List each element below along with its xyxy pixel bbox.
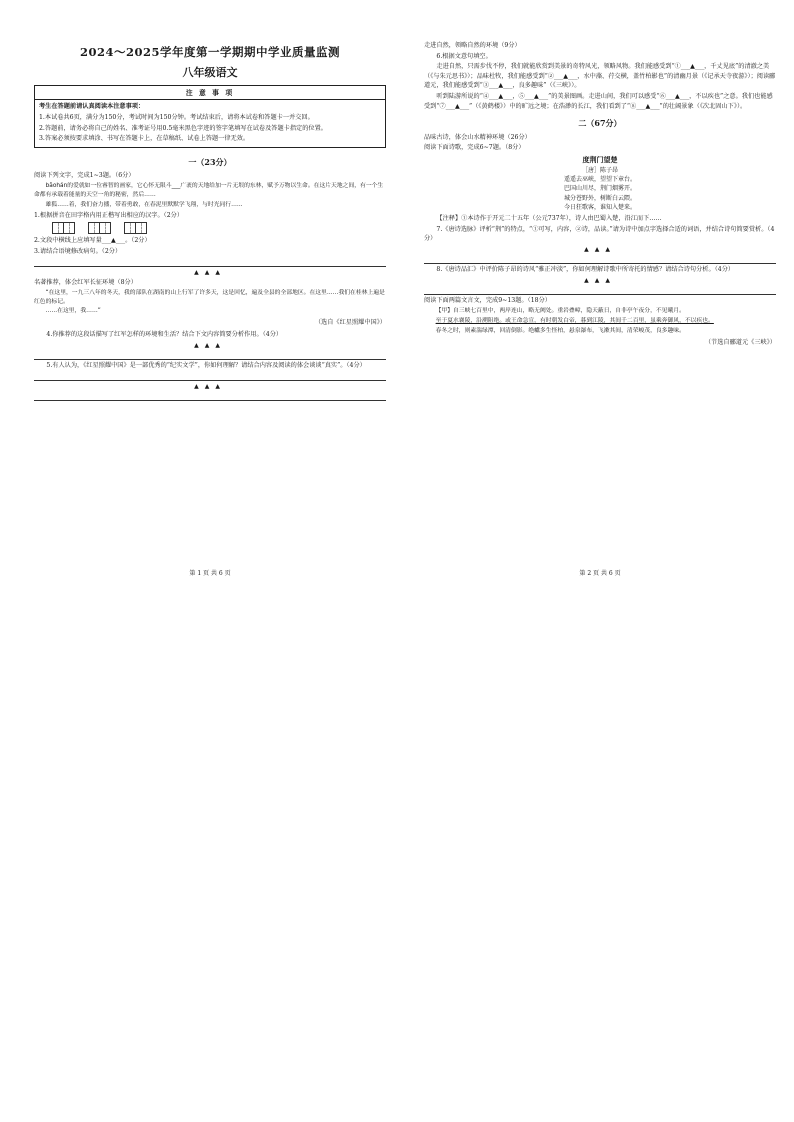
char-box-2[interactable] (88, 222, 110, 234)
triangle-marks: ▲▲▲ (194, 268, 226, 276)
fill-paragraph: 走进自然，只需步伐不停，我们就能欣赏到美景的奇特风光，领略风物。我们能感受到“①___▲___，千丈见底”的清澈之美（《与朱元思书》）；品味杜牧，我们能感受到“②___▲___，水中藻、荇交横，盖竹柏影也”的清幽月景（《记承天寺夜游》）；阅读郦道元，我们能感受到“③___▲___，良多趣味”（《三峡》）。 (424, 63, 776, 90)
poem-annotation: 【注释】①本诗作于开元二十五年（公元737年），诗人由巴蜀入楚，沿江而下…… (436, 215, 662, 223)
question-6: 6.根据文意句填空。 (436, 52, 492, 60)
poem-line: 遥遥去巫峡，望望下章台。 (563, 176, 636, 184)
answer-line[interactable] (34, 393, 386, 401)
reading-intro: 名著推荐，体会红军长征环境（8分） (34, 278, 137, 286)
question-3: 3.请结合语境修改病句。（2分） (34, 248, 122, 255)
question-5: 5.有人认为，《红星照耀中国》是一部优秀的“纪实文学”，你如何理解？请结合内容及阅读的体会谈谈“真实”。（4分） (46, 361, 366, 369)
classical-paragraph: 春冬之时，则素湍绿潭，回清倒影。绝巘多生怪柏，悬泉瀑布，飞漱其间，清荣峻茂，良多趣味。 (435, 327, 685, 334)
notice-box (34, 85, 386, 148)
question-4: 4.你推荐的这段话描写了红军怎样的环境和生活？结合下文内容简要分析作用。（4分） (46, 331, 283, 339)
section-one-heading: 一（23分） (188, 156, 232, 167)
classical-paragraph: 【甲】自三峡七百里中，两岸连山，略无阙处。重岩叠嶂，隐天蔽日，自非亭午夜分，不见曦月。 (435, 307, 685, 314)
char-box-row (52, 222, 386, 234)
question-8: 8.《唐诗品汇》中评价陈子昂的诗风“雅正冲淡”，你如何理解诗歌中所寄托的情感？请结合诗句分析。（4分） (436, 266, 735, 274)
notice-lead: 考生在答题前请认真阅读本注意事项： (39, 103, 145, 111)
poem-line: 巴国山川尽，荆门烟雾开。 (563, 185, 636, 193)
section-two-sub-intro: 品味古诗，体会山水精神环境（26分） (424, 133, 531, 141)
reading-paragraph: ……在这里，我……” (45, 308, 101, 315)
poem-intro: 阅读下面诗歌，完成6~7题。（8分） (424, 144, 525, 152)
answer-line[interactable] (424, 287, 776, 295)
classical-intro: 阅读下面两篇文言文，完成9~13题。（18分） (424, 297, 551, 305)
notice-item: 3.答案必须按要求填涂、书写在答题卡上，在草稿纸、试卷上答题一律无效。 (39, 135, 250, 143)
page-footer: 第 1 页 共 6 页 (189, 569, 231, 577)
fill-paragraph: 听到陆游所说的“④___▲___，⑤___▲___”的美景图画。走进山间，我们可以感受“⑥___▲___，不以疾也”之意。我们也能感受到“⑦___▲___”（《黄鹤楼》）中的旷远之境；在浩渺的长江，我们看到了“⑧___▲___”的壮阔景象（《次北固山下》）。 (424, 93, 773, 110)
exam-page-right (424, 40, 776, 580)
poem-block (424, 155, 776, 212)
passage-paragraph: 雄狐……着，我们奋力播，带着勇敢，在春泥里默默学飞翔，与时光同行…… (45, 201, 243, 208)
exam-subtitle: 八年级语文 (182, 65, 238, 79)
poem-line: 今日狂歌客，谁知入楚来。 (563, 203, 636, 211)
reading-paragraph: “在这里，一九三八年的冬天，我的部队在湖南的山上行军了许多天，这是回忆，遍及全县的全部地区。在这里……我们在桂林上遍是红色的标记。 (34, 289, 385, 305)
top-intro: 走进自然，领略自然的环境（9分） (424, 42, 521, 49)
notice-item: 2.答题前，请务必将自己的姓名、准考证号用0.5毫米黑色字迹的签字笔填写在试卷及答题卡指定的位置。 (39, 124, 327, 132)
triangle-marks: ▲▲▲ (584, 276, 616, 284)
answer-line[interactable] (34, 352, 386, 360)
classical-paragraph: 至于夏水襄陵，沿溯阻绝。或王命急宣，有时朝发白帝，暮到江陵，其间千二百里，虽乘奔御风，不以疾也。 (435, 317, 714, 324)
poem-line: 城分苍野外，树断白云隈。 (563, 194, 636, 202)
question-7: 7.《唐诗选脉》评析“荆”的特点，“①可写，内容，②诗，品读。”请为诗中加点字选择合适的词语，并结合诗句简要赏析。（4分） (424, 225, 775, 243)
page-footer: 第 2 页 共 6 页 (579, 569, 621, 577)
char-box-1[interactable] (52, 222, 74, 234)
triangle-marks: ▲▲▲ (194, 341, 226, 349)
triangle-marks: ▲▲▲ (194, 382, 226, 390)
poem-author: ［唐］陈子昂 (581, 166, 618, 174)
exam-title: 2024～2025学年度第一学期期中学业质量监测 (79, 45, 340, 59)
triangle-marks: ▲▲▲ (584, 246, 616, 254)
answer-line[interactable] (34, 373, 386, 381)
section-one-intro: 阅读下列文字，完成1~3题。（6分） (34, 172, 135, 180)
reading-source: （选自《红星照耀中国》） (314, 319, 386, 327)
answer-line[interactable] (424, 256, 776, 264)
exam-page-left (34, 40, 386, 580)
poem-title: 度荆门望楚 (582, 154, 618, 164)
passage-paragraph: bāohán的爱就如一位睿智的画家，它心怀无限斗___广袤的天地给加一片无垠的东林，赋予万物以生命。在这片天地之间，有一个生命都有承载着能量的天空一角的秘密，然后…… (34, 182, 384, 198)
question-2: 2.文段中横线上应填写量___▲___。（2分） (34, 237, 151, 245)
notice-heading: 注 意 事 项 (35, 88, 385, 101)
classical-source: （节选自郦道元《三峡》） (704, 338, 776, 346)
question-1: 1.根据拼音在田字格内用正楷写出相应的汉字。（2分） (34, 211, 184, 219)
answer-line[interactable] (34, 259, 386, 267)
section-two-heading: 二（67分） (578, 118, 622, 129)
notice-item: 1.本试卷共6页，满分为150分，考试时间为150分钟。考试结束后，请将本试卷和答题卡一并交回。 (39, 114, 314, 121)
char-box-3[interactable] (124, 222, 146, 234)
